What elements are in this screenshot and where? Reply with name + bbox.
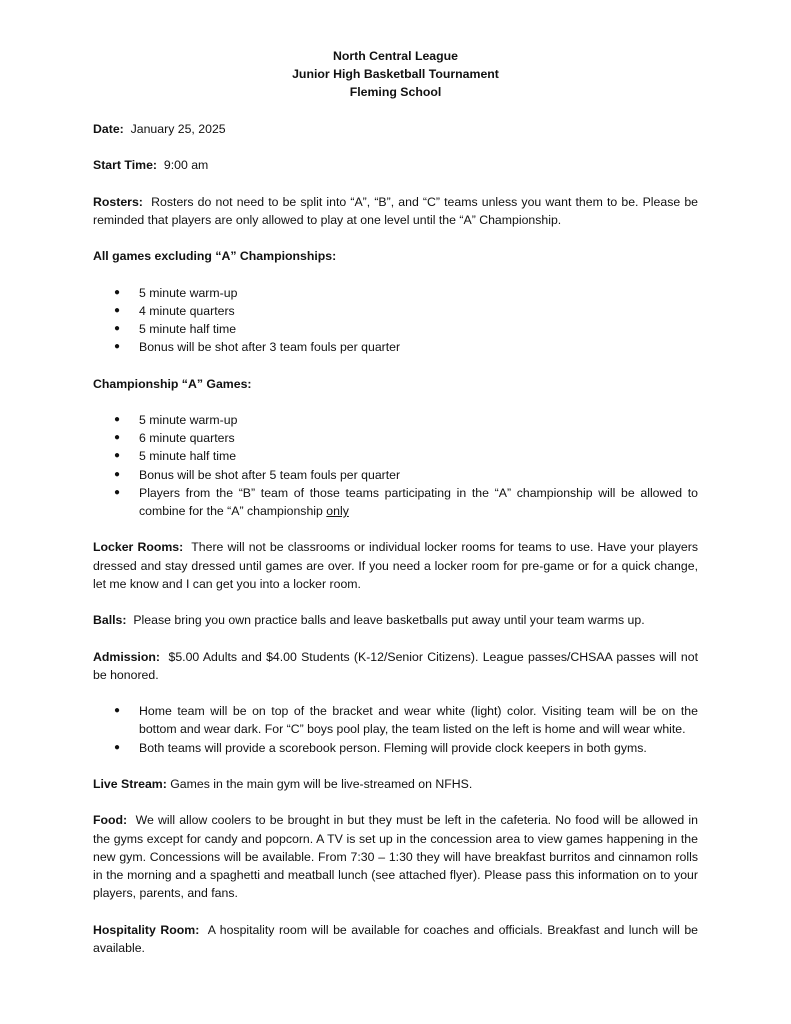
list-item: ● Bonus will be shot after 3 team fouls per quarter [93,338,698,356]
championship-list [93,411,698,520]
list-item: ● 6 minute quarters [93,429,698,447]
date-value: January 25, 2025 [130,121,226,136]
list-item: ● Home team will be on top of the bracket and wear white (light) color. Visiting team will be on the bottom and wear dark. For “C” boys pool play, the team listed on the left is home and will wear white. [114,704,698,737]
list-item: ● 5 minute half time [93,447,698,465]
bullet-icon: ● [114,341,121,353]
live-stream-paragraph [93,775,698,793]
start-time-value: 9:00 am [163,158,209,173]
all-games-heading: All games excluding “A” Championships: [93,249,337,264]
rosters-text: Rosters do not need to be split into “A”, “B”, and “C” teams unless you want them to be. Please be reminded that players are only allowed to play at one level until the “A” Championship. [93,194,698,227]
bullet-icon: ● [114,486,121,498]
bullet-icon: ● [114,450,121,462]
bullet-icon: ● [114,705,121,717]
live-stream-text: Games in the main gym will be live-streamed on NFHS. [170,776,473,791]
hospitality-text: A hospitality room will be available for coaches and officials. Breakfast and lunch will be available. [93,922,699,955]
bullet-icon: ● [114,304,121,316]
balls-text: Please bring you own practice balls and leave basketballs put away until your team warms up. [133,613,645,628]
food-text: We will allow coolers to be brought in but they must be left in the cafeteria. No food will be allowed in the gyms except for candy and popcorn. A TV is set up in the concession area to view games happening in the new gym. Concessions will be available. From 7:30 – 1:30 they will have breakfast burritos and cinnamon rolls in the morning and a spaghetti and meatball lunch (see attached flyer). Please pass this information on to your players, parents, and fans. [93,813,698,901]
date-line [93,120,698,138]
bullet-icon: ● [114,468,121,480]
start-time-line [93,156,698,174]
bullet-icon: ● [114,322,121,334]
live-stream-label: Live Stream: [93,776,167,791]
admission-list [93,702,698,757]
date-label: Date: [93,121,124,136]
bullet-icon: ● [114,286,121,298]
title-line-school: Fleming School [349,85,442,100]
list-item: ● 5 minute warm-up [93,411,698,429]
rosters-label: Rosters: [93,194,143,209]
bullet-icon: ● [114,413,121,425]
title-line-league: North Central League [332,49,459,63]
locker-rooms-label: Locker Rooms: [93,540,184,555]
admission-paragraph [93,648,698,684]
food-label: Food: [93,813,128,828]
document-body [93,47,698,957]
balls-paragraph [93,611,698,629]
underlined-only: only [326,503,349,518]
list-item: ● Players from the “B” team of those teams participating in the “A” championship will be allowed to combine for the “A” championship only [114,485,698,518]
all-games-list [93,284,698,357]
bullet-icon: ● [114,741,121,753]
list-item: ● 5 minute warm-up [93,284,698,302]
list-item: ● Bonus will be shot after 5 team fouls per quarter [93,466,698,484]
list-item: ● 5 minute half time [93,320,698,338]
hospitality-paragraph [93,921,698,957]
food-paragraph [93,811,698,902]
hospitality-label: Hospitality Room: [93,922,200,937]
locker-rooms-paragraph [93,538,698,593]
championship-heading: Championship “A” Games: [93,376,252,391]
admission-text: $5.00 Adults and $4.00 Students (K-12/Senior Citizens). League passes/CHSAA passes will not be honored. [93,649,698,682]
balls-label: Balls: [93,613,127,628]
bullet-icon: ● [114,432,121,444]
locker-rooms-text: There will not be classrooms or individual locker rooms for teams to use. Have your players dressed and stay dressed until games are over. If you need a locker room for pre-game or for a quick change, let me know and I can get you into a locker room. [93,540,698,591]
list-item: ● 4 minute quarters [93,302,698,320]
document-title [93,47,698,102]
list-item: ● Both teams will provide a scorebook person. Fleming will provide clock keepers in both gyms. [93,739,698,757]
title-line-tournament: Junior High Basketball Tournament [292,67,499,82]
admission-label: Admission: [93,649,160,664]
rosters-paragraph [93,193,698,229]
start-time-label: Start Time: [93,158,158,173]
